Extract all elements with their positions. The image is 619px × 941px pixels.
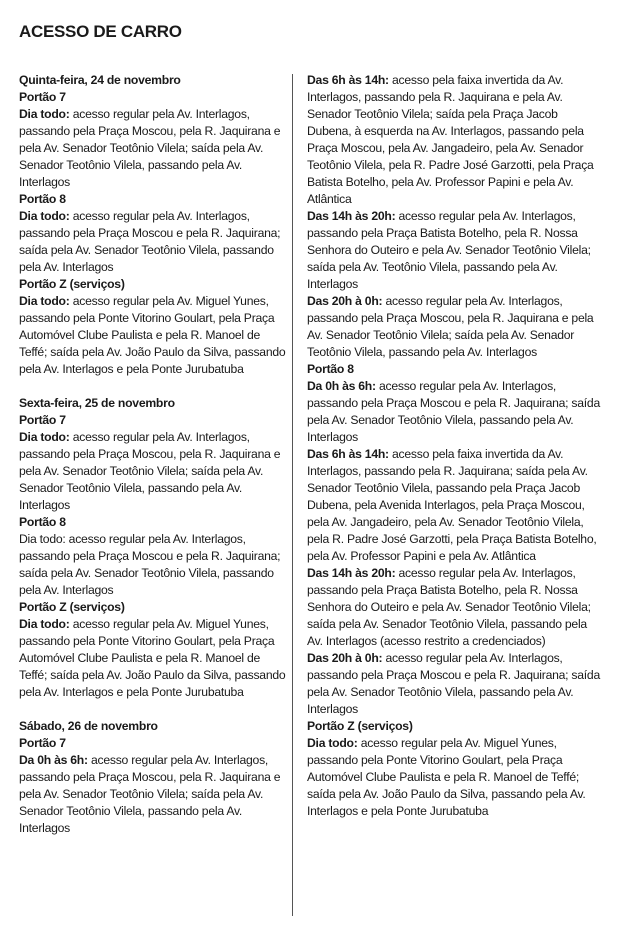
time-label: Da 0h às 6h: xyxy=(307,379,376,393)
gate-z-schedule xyxy=(19,616,287,701)
day-heading-thursday: Quinta-feira, 24 de novembro xyxy=(19,73,181,87)
gate-7-heading: Portão 7 xyxy=(19,90,66,104)
time-label: Dia todo: xyxy=(19,209,70,223)
route-text: acesso regular pela Av. Interlagos, passando pela Praça Moscou, pela R. Jaquirana e pela Av. Senador Teotônio Vilela; saída pela Av. Senador Teotônio Vilela, passando pela Av. Interlagos xyxy=(307,294,594,359)
gate-8-heading: Portão 8 xyxy=(307,362,354,376)
time-label: Dia todo: xyxy=(307,736,358,750)
gate-8-heading: Portão 8 xyxy=(19,192,66,206)
gate-7-schedule xyxy=(19,106,287,191)
gate-z-schedule xyxy=(307,735,603,820)
time-label: Das 14h às 20h: xyxy=(307,209,396,223)
column-divider xyxy=(292,74,293,916)
time-label: Das 14h às 20h: xyxy=(307,566,396,580)
gate-7-heading: Portão 7 xyxy=(19,413,66,427)
route-text: acesso regular pela Av. Miguel Yunes, passando pela Ponte Vitorino Goulart, pela Praça Automóvel Clube Paulista e pela R. Manoel de Teffé; saída pela Av. João Paulo da Silva, passando pela Av. Interlagos e pela Ponte Jurubatuba xyxy=(19,294,286,376)
gate-z-schedule xyxy=(19,293,287,378)
route-text: acesso regular pela Av. Miguel Yunes, passando pela Ponte Vitorino Goulart, pela Praça Automóvel Clube Paulista e pela R. Manoel de Teffé; saída pela Av. João Paulo da Silva, passando pela Av. Interlagos e pela Ponte Jurubatuba xyxy=(19,617,286,699)
route-text: acesso regular pela Av. Interlagos, passando pela Praça Moscou e pela R. Jaquirana; saída pela Av. Senador Teotônio Vilela, passando pela Av. Interlagos xyxy=(307,379,600,444)
gate-7-schedule xyxy=(307,208,603,293)
route-text: acesso pela faixa invertida da Av. Interlagos, passando pela R. Jaquirana e pela Av. Senador Teotônio Vilela; saída pela Praça Jacob Dubena, à esquerda na Av. Interlagos, passando pela Praça Moscou, pela Av. Jangadeiro, pela Av. Senador Teotônio Vilela, pela R. Padre José Garzotti, pela Praça Batista Botelho, pela Av. Professor Papini e pela Av. Atlântica xyxy=(307,73,594,206)
route-text: acesso regular pela Av. Interlagos, passando pela Praça Batista Botelho, pela R. Nossa Senhora do Outeiro e pela Av. Senador Teotônio Vilela; saída pela Av. Teotônio Vilela, passando pela Av. Interlagos xyxy=(307,209,591,291)
gate-8-schedule xyxy=(307,565,603,650)
gate-z-heading: Portão Z (serviços) xyxy=(307,719,413,733)
route-text: acesso regular pela Av. Interlagos, passando pela Praça Moscou, pela R. Jaquirana e pela Av. Senador Teotônio Vilela; saída pela Av. Senador Teotônio Vilela, passando pela Av. Interlagos xyxy=(19,753,281,835)
time-label: Dia todo: xyxy=(19,107,70,121)
gate-8-heading: Portão 8 xyxy=(19,515,66,529)
gate-8-schedule xyxy=(19,208,287,276)
route-text: acesso regular pela Av. Miguel Yunes, passando pela Ponte Vitorino Goulart, pela Praça Automóvel Clube Paulista e pela R. Manoel de Teffé; saída pela Av. João Paulo da Silva, passando pela Av. Interlagos e pela Ponte Jurubatuba xyxy=(307,736,586,818)
route-text: acesso regular pela Av. Interlagos, passando pela Praça Batista Botelho, pela R. Nossa Senhora do Outeiro e pela Av. Senador Teotônio Vilela; saída pela Av. Senador Teotônio Vilela, passando pela Av. Interlagos (acesso restrito a credenciados) xyxy=(307,566,591,648)
gate-7-schedule xyxy=(19,429,287,514)
left-column xyxy=(19,72,287,837)
time-label: Dia todo: xyxy=(19,617,70,631)
time-label: Das 6h às 14h: xyxy=(307,73,389,87)
right-column xyxy=(307,72,603,820)
day-heading-friday: Sexta-feira, 25 de novembro xyxy=(19,396,175,410)
route-text: acesso regular pela Av. Interlagos, passando pela Praça Moscou, pela R. Jaquirana e pela Av. Senador Teotônio Vilela; saída pela Av. Senador Teotônio Vilela, passando pela Av. Interlagos xyxy=(19,107,281,189)
gate-7-schedule xyxy=(307,72,603,208)
time-label: Das 20h à 0h: xyxy=(307,651,383,665)
gate-7-heading: Portão 7 xyxy=(19,736,66,750)
day-heading-saturday: Sábado, 26 de novembro xyxy=(19,719,158,733)
time-label: Das 20h à 0h: xyxy=(307,294,383,308)
route-text: acesso regular pela Av. Interlagos, passando pela Praça Moscou, pela R. Jaquirana e pela Av. Senador Teotônio Vilela; saída pela Av. Senador Teotônio Vilela, passando pela Av. Interlagos xyxy=(19,430,281,512)
route-text: acesso regular pela Av. Interlagos, passando pela Praça Moscou e pela R. Jaquirana; saída pela Av. Senador Teotônio Vilela, passando pela Av. Interlagos xyxy=(19,209,281,274)
time-label: Das 6h às 14h: xyxy=(307,447,389,461)
gate-7-schedule xyxy=(307,293,603,361)
route-text: acesso pela faixa invertida da Av. Interlagos, passando pela R. Jaquirana; saída pela Av. Senador Teotônio Vilela, passando pela Praça Jacob Dubena, pela Avenida Interlagos, pela Praça Moscou, pela Av. Jangadeiro, pela Av. Senador Teotônio Vilela, pela R. Padre José Garzotti, pela Praça Batista Botelho, pela Av. Professor Papini e pela Av. Atlântica xyxy=(307,447,597,563)
route-text: acesso regular pela Av. Interlagos, passando pela Praça Moscou e pela R. Jaquirana; saída pela Av. Senador Teotônio Vilela, passando pela Av. Interlagos xyxy=(307,651,600,716)
gate-8-schedule: Dia todo: acesso regular pela Av. Interlagos, passando pela Praça Moscou e pela R. Jaquirana; saída pela Av. Senador Teotônio Vilela, passando pela Av. Interlagos xyxy=(19,532,281,597)
time-label: Dia todo: xyxy=(19,294,70,308)
gate-z-heading: Portão Z (serviços) xyxy=(19,600,125,614)
time-label: Da 0h às 6h: xyxy=(19,753,88,767)
gate-z-heading: Portão Z (serviços) xyxy=(19,277,125,291)
gate-8-schedule xyxy=(307,378,603,446)
gate-8-schedule xyxy=(307,446,603,565)
time-label: Dia todo: xyxy=(19,430,70,444)
page-title: ACESSO DE CARRO xyxy=(19,22,182,41)
gate-8-schedule xyxy=(307,650,603,718)
gate-7-schedule xyxy=(19,752,287,837)
